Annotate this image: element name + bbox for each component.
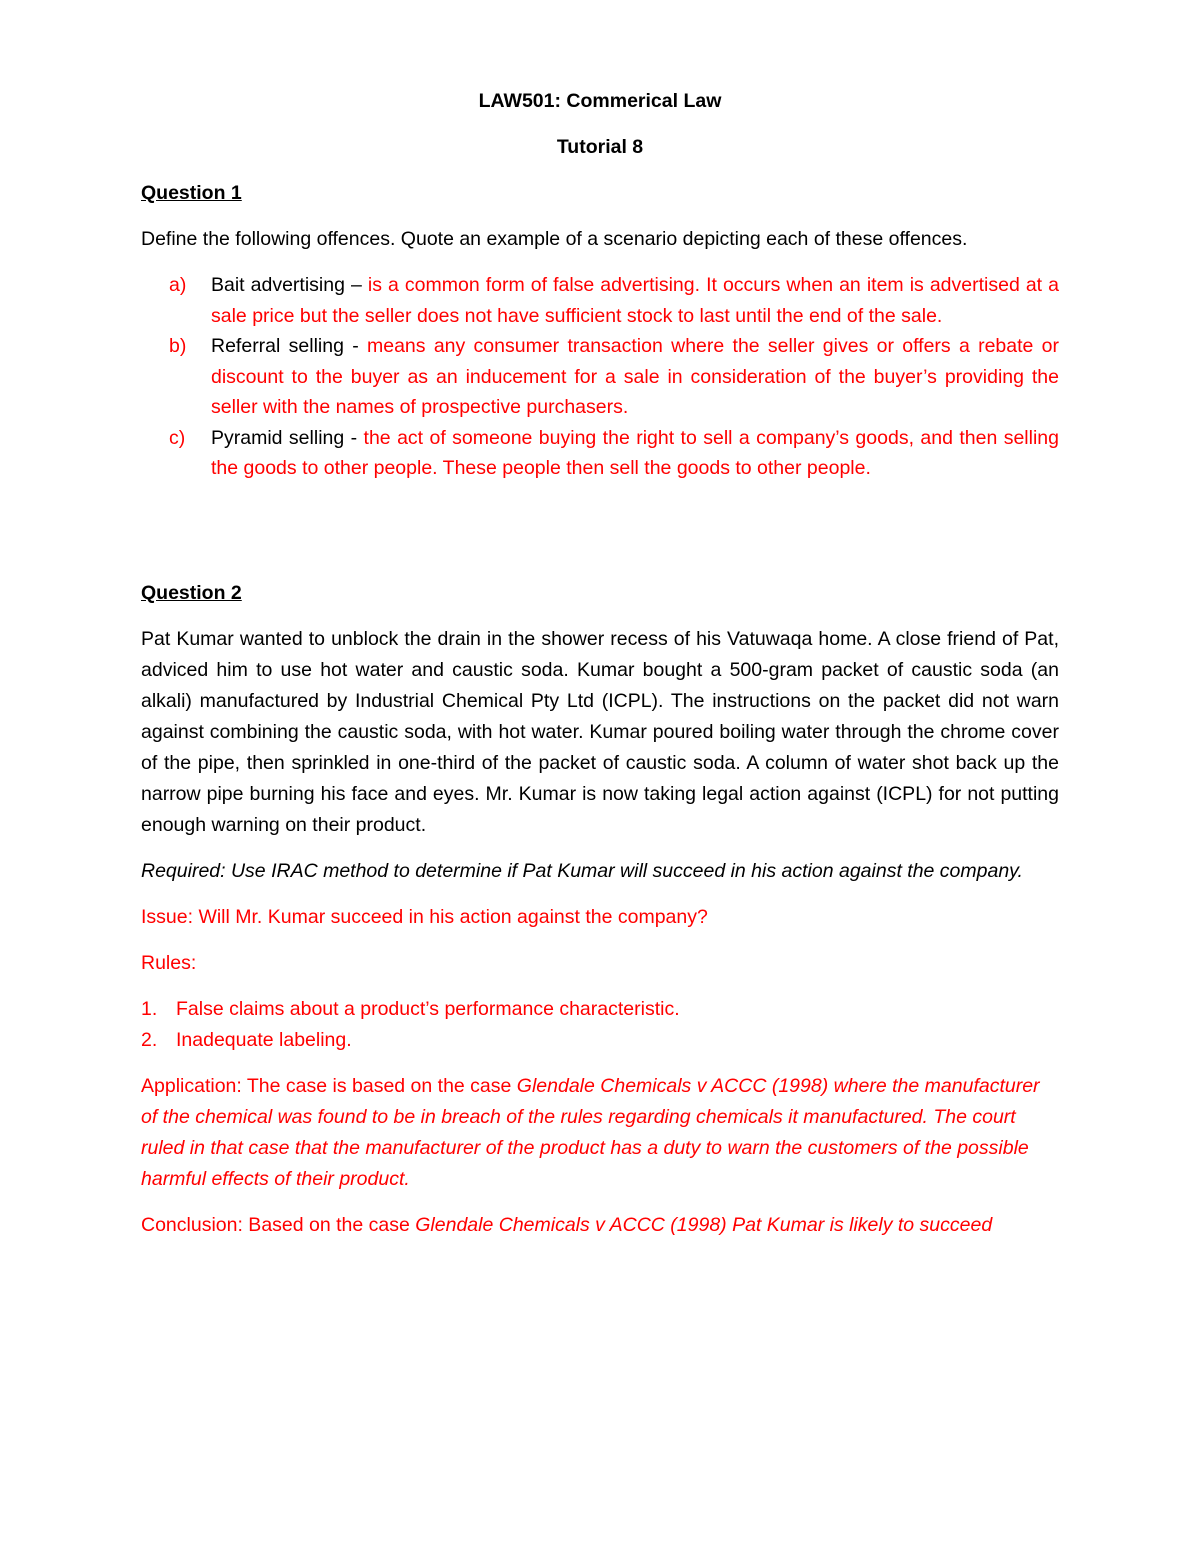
list-item (141, 1025, 1059, 1056)
question-2-required: Required: Use IRAC method to determine if Pat Kumar will succeed in his action against the company. (141, 859, 1023, 882)
question-1-heading: Question 1 (141, 182, 242, 204)
question-2-heading: Question 2 (141, 581, 242, 604)
application-label: Application: The case is based on the case (141, 1074, 517, 1097)
list-marker: 1. (141, 997, 158, 1020)
list-marker: a) (169, 274, 187, 296)
list-item (141, 423, 1059, 484)
conclusion-text: Glendale Chemicals v ACCC (1998) Pat Kumar is likely to succeed (415, 1213, 993, 1236)
list-marker: 2. (141, 1028, 158, 1051)
question-2-scenario: Pat Kumar wanted to unblock the drain in the shower recess of his Vatuwaqa home. A close friend of Pat, adviced him to use hot water and caustic soda. Kumar bought a 500-gram packet of caustic soda (an alkali) manufactured by Industrial Chemical Pty Ltd (ICPL). The instructions on the packet did not warn against combining the caustic soda, with hot water. Kumar poured boiling water through the chrome cover of the pipe, then sprinkled in one-third of the packet of caustic soda. A column of water shot back up the narrow pipe burning his face and eyes. Mr. Kumar is now taking legal action against (ICPL) for not putting enough warning on their product. (141, 627, 1059, 836)
list-item (141, 270, 1059, 331)
irac-issue: Issue: Will Mr. Kumar succeed in his action against the company? (141, 905, 708, 928)
conclusion-label: Conclusion: Based on the case (141, 1213, 416, 1236)
rule-text: False claims about a product’s performance characteristic. (176, 997, 680, 1020)
course-title: LAW501: Commerical Law (478, 90, 722, 112)
list-marker: c) (169, 426, 186, 449)
offence-answer: the act of someone buying the right to sell a company’s goods, and then selling the goods to other people. These people then sell the goods to other people. (211, 426, 1059, 479)
offence-term: Bait advertising – (211, 274, 368, 296)
tutorial-title: Tutorial 8 (556, 136, 644, 158)
offence-answer: is a common form of false advertising. It occurs when an item is advertised at a sale price but the seller does not have sufficient stock to last until the end of the sale. (211, 274, 1059, 327)
offence-list (141, 270, 1059, 484)
list-marker: b) (169, 335, 187, 357)
rule-text: Inadequate labeling. (176, 1028, 352, 1051)
offence-term: Pyramid selling - (211, 426, 364, 449)
irac-rules-label: Rules: (141, 951, 197, 974)
question-1-instruction: Define the following offences. Quote an example of a scenario depicting each of these offences. (141, 228, 968, 250)
section-spacer (141, 484, 1059, 578)
offence-term: Referral selling - (211, 335, 367, 357)
list-item (141, 331, 1059, 423)
irac-application (141, 1071, 1059, 1195)
irac-conclusion (141, 1210, 1059, 1241)
document-body (141, 86, 1059, 1241)
application-text: Glendale Chemicals v ACCC (1998) where the manufacturer of the chemical was found to be in breach of the rules regarding chemicals it manufactured. The court ruled in that case that the manufacturer of the product has a duty to warn the customers of the possible harmful effects of their product. (141, 1074, 1040, 1190)
offence-answer: means any consumer transaction where the seller gives or offers a rebate or discount to the buyer as an inducement for a sale in consideration of the buyer’s providing the seller with the names of prospective purchasers. (211, 335, 1059, 418)
list-item (141, 994, 1059, 1025)
rules-list (141, 994, 1059, 1056)
